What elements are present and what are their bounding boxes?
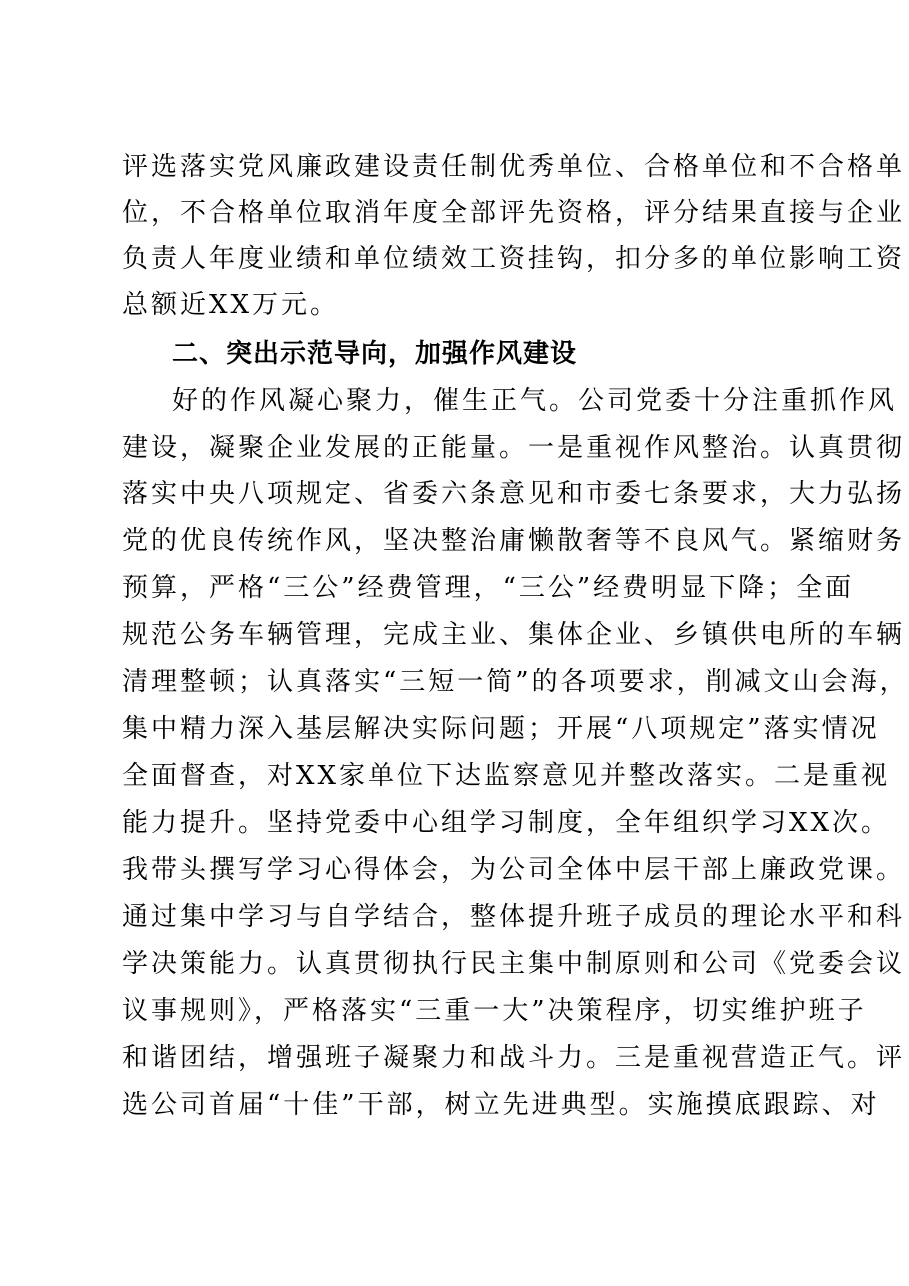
paragraph-line: 我带头撰写学习心得体会，为公司全体中层干部上廉政党课。 [122, 855, 906, 885]
paragraph-line: 议事规则》，严格落实“三重一大”决策程序，切实维护班子 [122, 996, 867, 1026]
paragraph-line: 规范公务车辆管理，完成主业、集体企业、乡镇供电所的车辆 [122, 620, 906, 650]
paragraph-line: 党的优良传统作风，坚决整治庸懒散奢等不良风气。紧缩财务 [122, 526, 906, 556]
paragraph-line: 集中精力深入基层解决实际问题；开展“八项规定”落实情况 [122, 714, 880, 744]
paragraph-line: 建设，凝聚企业发展的正能量。一是重视作风整治。认真贯彻 [122, 433, 906, 463]
paragraph-line: 位，不合格单位取消年度全部评先资格，评分结果直接与企业 [122, 198, 906, 228]
paragraph-line: 通过集中学习与自学结合，整体提升班子成员的理论水平和科 [122, 902, 906, 932]
paragraph-line: 总额近XX万元。 [122, 290, 340, 320]
paragraph-line: 负责人年度业绩和单位绩效工资挂钩，扣分多的单位影响工资 [122, 244, 906, 274]
paragraph-line: 预算，严格“三公”经费管理，“三公”经费明显下降；全面 [122, 573, 855, 603]
paragraph-line: 学决策能力。认真贯彻执行民主集中制原则和公司《党委会议 [122, 949, 906, 979]
paragraph-line: 好的作风凝心聚力，催生正气。公司党委十分注重抓作风 [172, 386, 898, 416]
paragraph-line: 能力提升。坚持党委中心组学习制度，全年组织学习XX次。 [122, 808, 891, 838]
paragraph-line: 选公司首届“十佳”干部，树立先进典型。实施摸底跟踪、对 [122, 1090, 880, 1120]
paragraph-line: 全面督查，对XX家单位下达监察意见并整改落实。二是重视 [122, 761, 891, 791]
paragraph-line: 评选落实党风廉政建设责任制优秀单位、合格单位和不合格单 [122, 152, 906, 182]
paragraph-line: 清理整顿；认真落实“三短一简”的各项要求，削减文山会海， [122, 667, 909, 697]
section-heading: 二、突出示范导向，加强作风建设 [172, 339, 578, 369]
paragraph-line: 落实中央八项规定、省委六条意见和市委七条要求，大力弘扬 [122, 479, 906, 509]
paragraph-line: 和谐团结，增强班子凝聚力和战斗力。三是重视营造正气。评 [122, 1043, 906, 1073]
